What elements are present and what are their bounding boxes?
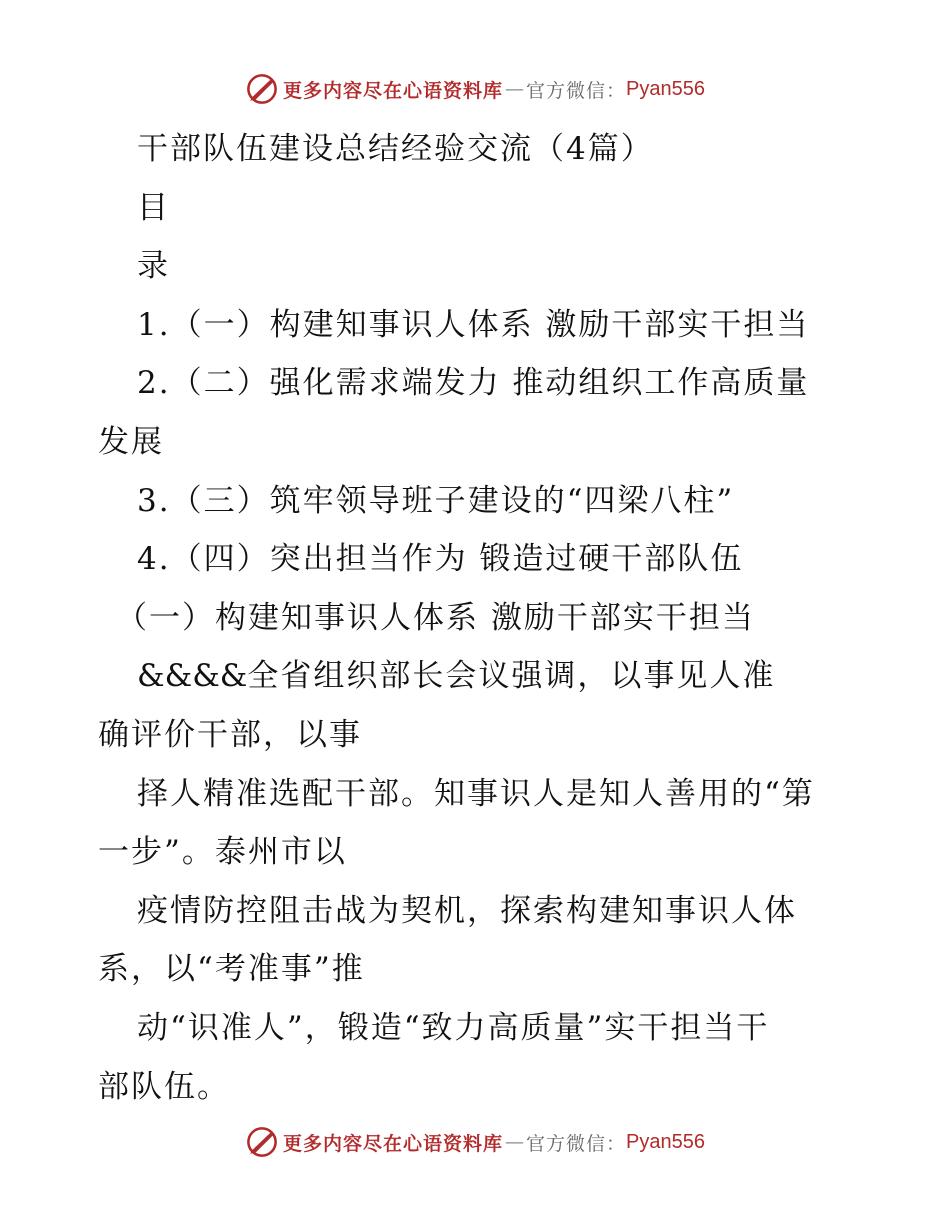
body-line-7: 动“识准人”，锻造“致力高质量”实干担当干 — [137, 1009, 770, 1046]
watermark-official-label: 官方微信： — [526, 79, 627, 102]
pen-logo-icon — [245, 1125, 279, 1159]
watermark-wechat-id: Pyan556 — [626, 77, 705, 100]
toc-item-2: 2.（二）强化需求端发力 推动组织工作高质量 — [137, 365, 810, 402]
body-line-2: 确评价干部，以事 — [98, 716, 362, 753]
section-heading: （一）构建知事识人体系 激励干部实干担当 — [116, 599, 755, 636]
body-line-3: 择人精准选配干部。知事识人是知人善用的“第 — [137, 775, 815, 812]
watermark-main-text: 更多内容尽在心语资料库 — [283, 79, 504, 102]
watermark-official-label: 官方微信： — [526, 1132, 627, 1155]
toc-label-2: 录 — [137, 248, 170, 285]
watermark-wechat-id: Pyan556 — [626, 1130, 705, 1153]
toc-label-1: 目 — [137, 189, 170, 226]
watermark-separator: — — [505, 78, 525, 100]
watermark-main-text: 更多内容尽在心语资料库 — [283, 1132, 504, 1155]
body-text: 全省组织部长会议强调，以事见人准 — [247, 658, 776, 695]
flourish-ornament-icon: &&&& — [137, 658, 248, 695]
toc-item-2-continued: 发展 — [98, 423, 164, 460]
body-line-6: 系，以“考准事”推 — [98, 951, 365, 988]
document-body — [98, 120, 858, 1116]
pen-logo-icon — [245, 72, 279, 106]
watermark-footer — [0, 1125, 950, 1159]
watermark-separator: — — [505, 1131, 525, 1153]
watermark-header — [0, 72, 950, 106]
body-line-4: 一步”。泰州市以 — [98, 834, 347, 871]
body-line-5: 疫情防控阻击战为契机，探索构建知事识人体 — [137, 892, 797, 929]
body-line-8: 部队伍。 — [98, 1068, 230, 1105]
toc-item-1: 1.（一）构建知事识人体系 激励干部实干担当 — [137, 306, 810, 343]
toc-item-4: 4.（四）突出担当作为 锻造过硬干部队伍 — [137, 541, 744, 578]
toc-item-3: 3.（三）筑牢领导班子建设的“四梁八柱” — [137, 482, 735, 519]
body-line-1 — [98, 647, 858, 706]
document-title: 干部队伍建设总结经验交流（4篇） — [137, 131, 654, 167]
